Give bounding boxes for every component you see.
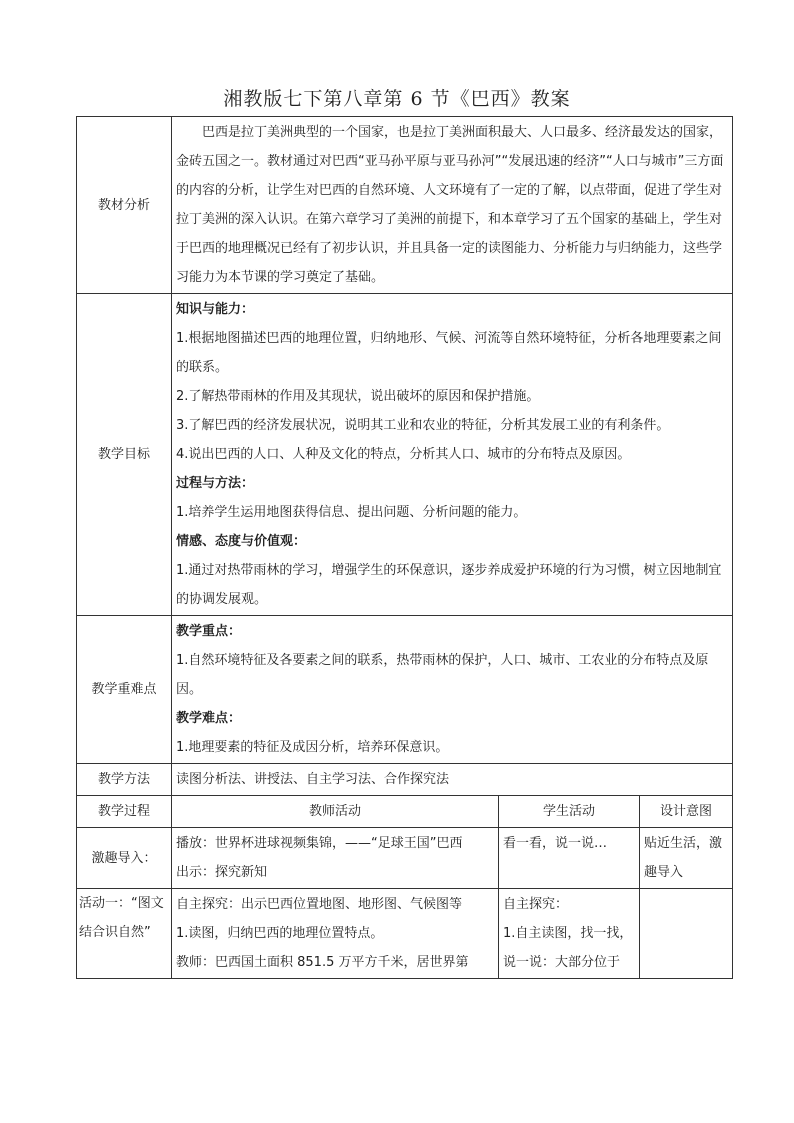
intro-teacher-2: 出示：探究新知 bbox=[176, 865, 268, 880]
keypoints-content bbox=[172, 616, 733, 764]
header-process: 教学过程 bbox=[77, 796, 172, 828]
label-intro: 激趣导入： bbox=[77, 828, 172, 889]
intro-student: 看一看，说一说… bbox=[499, 828, 640, 889]
row-activity1 bbox=[77, 889, 733, 979]
goal-emotion-1: 1.通过对热带雨林的学习，增强学生的环保意识，逐步养成爱护环境的行为习惯，树立因地制宜的协调发展观。 bbox=[176, 563, 722, 607]
goals-heading-emotion: 情感、态度与价值观： bbox=[176, 534, 307, 549]
goal-knowledge-2: 2.了解热带雨林的作用及其现状，说出破坏的原因和保护措施。 bbox=[176, 389, 540, 404]
label-keypoints: 教学重难点 bbox=[77, 616, 172, 764]
activity1-intent bbox=[640, 889, 733, 979]
activity1-student bbox=[499, 889, 640, 979]
document-title: 湘教版七下第八章第 6 节《巴西》教案 bbox=[223, 88, 571, 110]
intro-teacher bbox=[172, 828, 499, 889]
row-keypoints bbox=[77, 616, 733, 764]
label-goals: 教学目标 bbox=[77, 294, 172, 616]
methods-text: 读图分析法、讲授法、自主学习法、合作探究法 bbox=[172, 764, 733, 796]
activity1-teacher bbox=[172, 889, 499, 979]
row-process-header bbox=[77, 796, 733, 828]
lesson-plan-table bbox=[76, 116, 733, 979]
activity1-teacher-1: 自主探究：出示巴西位置地图、地形图、气候图等 bbox=[176, 897, 463, 912]
keypoints-heading-focus: 教学重点： bbox=[176, 624, 242, 639]
row-methods bbox=[77, 764, 733, 796]
row-intro bbox=[77, 828, 733, 889]
label-methods: 教学方法 bbox=[77, 764, 172, 796]
header-student: 学生活动 bbox=[499, 796, 640, 828]
row-goals bbox=[77, 294, 733, 616]
goals-content bbox=[172, 294, 733, 616]
goal-knowledge-4: 4.说出巴西的人口、人种及文化的特点，分析其人口、城市的分布特点及原因。 bbox=[176, 447, 631, 462]
goals-heading-knowledge: 知识与能力： bbox=[176, 302, 255, 317]
goals-heading-process: 过程与方法： bbox=[176, 476, 255, 491]
goal-knowledge-3: 3.了解巴西的经济发展状况，说明其工业和农业的特征，分析其发展工业的有利条件。 bbox=[176, 418, 670, 433]
keypoint-focus-1: 1.自然环境特征及各要素之间的联系，热带雨林的保护，人口、城市、工农业的分布特点及原因。 bbox=[176, 653, 709, 697]
goal-process-1: 1.培养学生运用地图获得信息、提出问题、分析问题的能力。 bbox=[176, 505, 527, 520]
activity1-student-2: 1.自主读图，找一找，说一说：大部分位于 bbox=[503, 926, 633, 970]
keypoint-difficulty-1: 1.地理要素的特征及成因分析，培养环保意识。 bbox=[176, 740, 449, 755]
intro-intent: 贴近生活，激趣导入 bbox=[640, 828, 733, 889]
row-analysis bbox=[77, 117, 733, 294]
header-teacher: 教师活动 bbox=[172, 796, 499, 828]
intro-teacher-1: 播放：世界杯进球视频集锦，——“足球王国”巴西 bbox=[176, 836, 463, 851]
analysis-text: 巴西是拉丁美洲典型的一个国家，也是拉丁美洲面积最大、人口最多、经济最发达的国家，金砖五国之一。教材通过对巴西“亚马孙平原与亚马孙河”“发展迅速的经济”“人口与城市”三方面的内容的分析，让学生对巴西的自然环境、人文环境有了一定的了解，以点带面，促进了学生对拉丁美洲的深入认识。在第六章学习了美洲的前提下，和本章学习了五个国家的基础上，学生对于巴西的地理概况已经有了初步认识，并且具备一定的读图能力、分析能力与归纳能力，这些学习能力为本节课的学习奠定了基础。 bbox=[172, 117, 733, 294]
goal-knowledge-1: 1.根据地图描述巴西的地理位置，归纳地形、气候、河流等自然环境特征，分析各地理要素之间的联系。 bbox=[176, 331, 722, 375]
header-intent: 设计意图 bbox=[640, 796, 733, 828]
activity1-teacher-3: 教师：巴西国土面积 851.5 万平方千米，居世界第 bbox=[176, 955, 469, 970]
keypoints-heading-difficulty: 教学难点： bbox=[176, 711, 242, 726]
activity1-teacher-2: 1.读图，归纳巴西的地理位置特点。 bbox=[176, 926, 384, 941]
activity1-student-1: 自主探究： bbox=[503, 897, 569, 912]
label-analysis: 教材分析 bbox=[77, 117, 172, 294]
label-activity1: 活动一：“图文结合识自然” bbox=[77, 889, 172, 979]
